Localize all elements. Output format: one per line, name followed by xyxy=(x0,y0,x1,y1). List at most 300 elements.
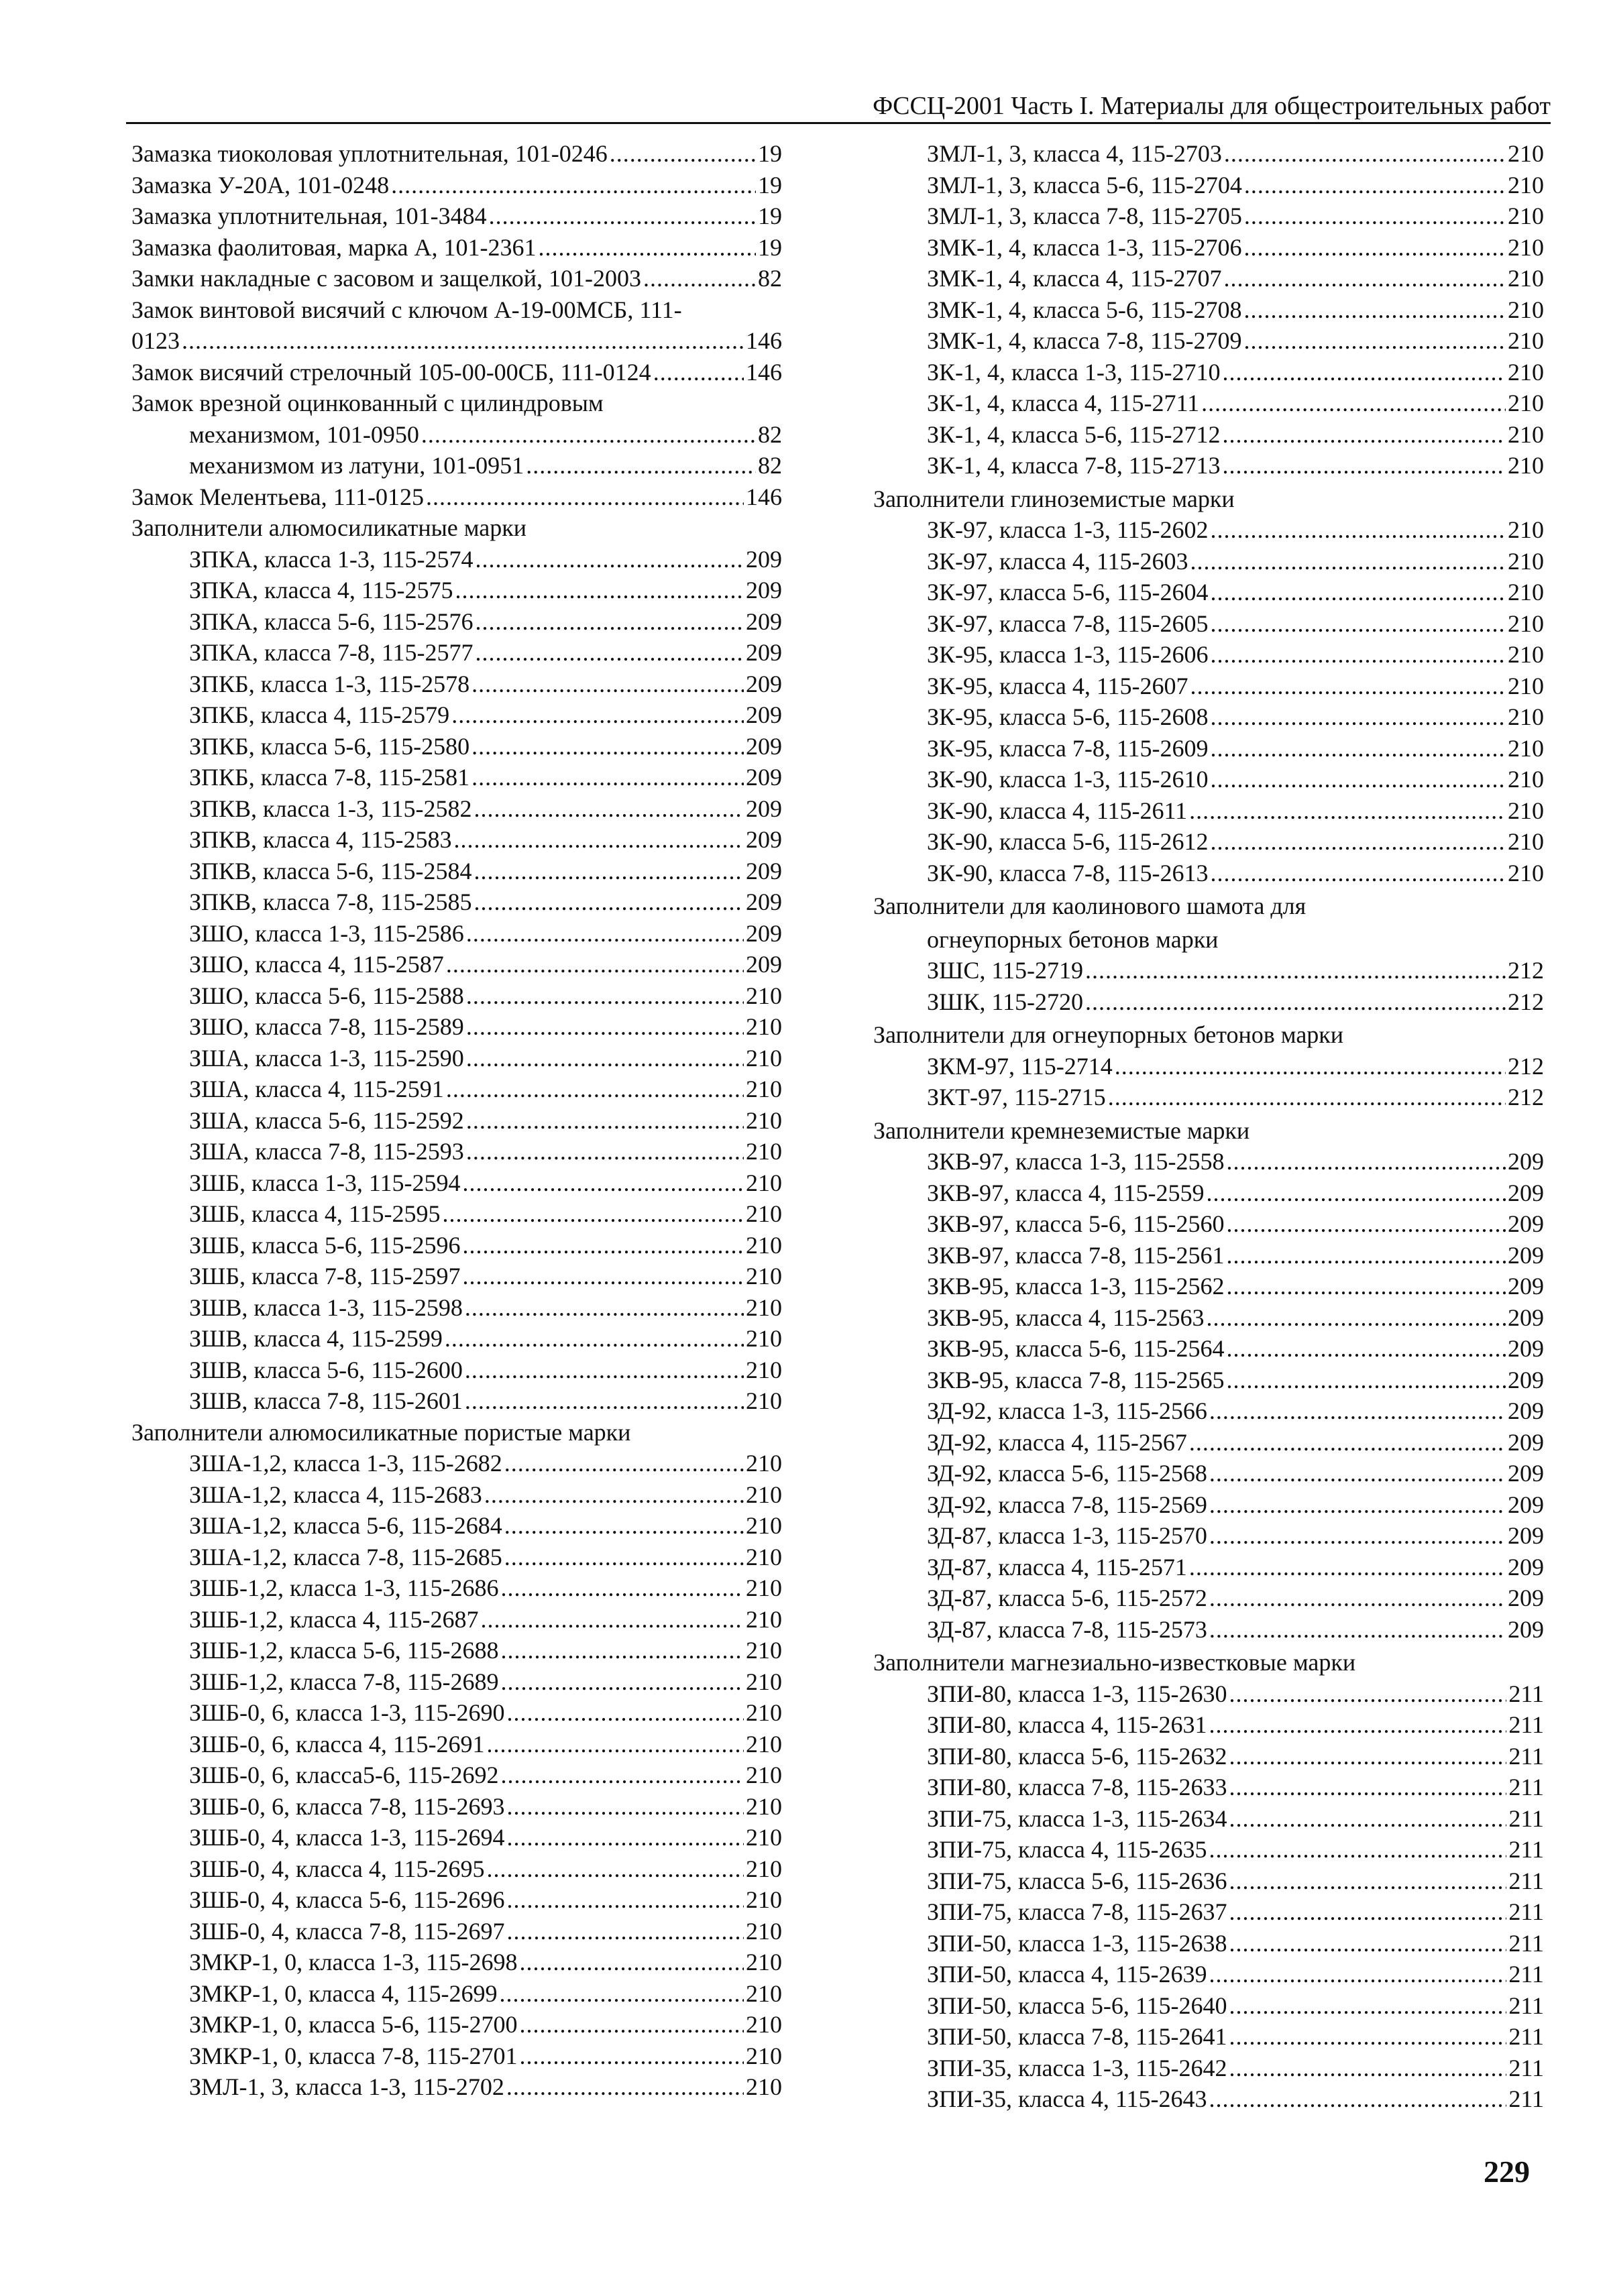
dot-leader xyxy=(520,1947,744,1978)
entry-page: 210 xyxy=(746,1450,782,1477)
dot-leader xyxy=(1209,1834,1506,1866)
entry-page: 209 xyxy=(1508,1366,1544,1393)
entry-text: ЗД-87, класса 7-8, 115-2573 xyxy=(927,1615,1207,1643)
dot-leader xyxy=(454,824,744,856)
entry-text: ЗПКВ, класса 5-6, 115-2584 xyxy=(189,857,472,884)
dot-leader xyxy=(1229,2053,1506,2084)
entry-text: ЗПКА, класса 5-6, 115-2576 xyxy=(189,608,474,635)
index-entry xyxy=(873,263,1544,294)
entry-text: ЗК-90, класса 5-6, 115-2612 xyxy=(927,828,1209,855)
entry-text: ЗКВ-95, класса 1-3, 115-2562 xyxy=(927,1273,1225,1300)
index-heading xyxy=(131,294,782,326)
entry-page: 209 xyxy=(746,577,782,604)
entry-page: 209 xyxy=(1508,1304,1544,1331)
index-entry xyxy=(873,1928,1544,1959)
index-entry xyxy=(873,639,1544,671)
entry-page: 209 xyxy=(1508,1273,1544,1300)
entry-text: ЗШБ-1,2, класса 4, 115-2687 xyxy=(189,1605,479,1633)
entry-text: ЗК-97, класса 5-6, 115-2604 xyxy=(927,579,1209,606)
entry-page: 210 xyxy=(746,2073,782,2100)
dot-leader xyxy=(1210,764,1506,795)
entry-text: ЗК-90, класса 7-8, 115-2613 xyxy=(927,859,1209,886)
index-entry xyxy=(131,450,782,481)
dot-leader xyxy=(643,263,756,294)
index-entry xyxy=(131,1947,782,1978)
entry-text: ЗШБ-1,2, класса 1-3, 115-2686 xyxy=(189,1574,499,1601)
entry-page: 211 xyxy=(1508,1961,1544,1988)
index-entry xyxy=(131,637,782,669)
entry-text: ЗД-87, класса 4, 115-2571 xyxy=(927,1553,1187,1581)
index-entry xyxy=(131,699,782,731)
entry-text: ЗПИ-80, класса 4, 115-2631 xyxy=(927,1711,1207,1738)
index-entry xyxy=(131,1355,782,1386)
entry-text: ЗПКБ, класса 7-8, 115-2581 xyxy=(189,764,470,791)
entry-page: 210 xyxy=(746,1294,782,1321)
dot-leader xyxy=(1229,1741,1506,1772)
entry-page: 209 xyxy=(746,764,782,791)
entry-page: 210 xyxy=(746,1169,782,1196)
index-entry xyxy=(131,1729,782,1760)
entry-text: ЗМКР-1, 0, класса 5-6, 115-2700 xyxy=(189,2011,518,2038)
dot-leader xyxy=(1209,1458,1506,1489)
entry-text: ЗШВ, класса 5-6, 115-2600 xyxy=(189,1356,463,1383)
index-entry xyxy=(131,1261,782,1292)
index-entry xyxy=(131,1479,782,1511)
entry-text: ЗПИ-75, класса 4, 115-2635 xyxy=(927,1836,1207,1863)
entry-page: 211 xyxy=(1508,1774,1544,1800)
entry-page: 210 xyxy=(1508,203,1544,229)
entry-page: 211 xyxy=(1508,1929,1544,1957)
entry-text: ЗШВ, класса 1-3, 115-2598 xyxy=(189,1294,463,1321)
entry-page: 209 xyxy=(746,857,782,884)
index-entry xyxy=(131,1074,782,1105)
entry-text: ЗКВ-97, класса 4, 115-2559 xyxy=(927,1179,1205,1206)
entry-text: ЗКТ-97, 115-2715 xyxy=(927,1084,1106,1110)
index-entry xyxy=(873,1709,1544,1741)
entry-text: ЗПИ-50, класса 1-3, 115-2638 xyxy=(927,1929,1227,1957)
entry-text: ЗШБ-0, 4, класса 1-3, 115-2694 xyxy=(189,1824,505,1851)
entry-text: ЗМКР-1, 0, класса 1-3, 115-2698 xyxy=(189,1949,518,1975)
index-entry xyxy=(873,1208,1544,1240)
index-heading xyxy=(131,512,782,544)
index-heading xyxy=(873,1115,1544,1147)
entry-text: ЗКВ-97, класса 5-6, 115-2560 xyxy=(927,1210,1225,1237)
dot-leader xyxy=(1222,357,1506,388)
index-entry xyxy=(873,577,1544,608)
entry-text: ЗПКВ, класса 1-3, 115-2582 xyxy=(189,795,472,822)
entry-page: 146 xyxy=(746,327,782,354)
index-entry xyxy=(873,388,1544,419)
index-entry xyxy=(873,1146,1544,1178)
entry-text: ЗКВ-95, класса 4, 115-2563 xyxy=(927,1304,1205,1331)
dot-leader xyxy=(462,1230,744,1261)
entry-page: 82 xyxy=(758,452,782,479)
index-entry xyxy=(131,669,782,700)
entry-text: ЗМК-1, 4, класса 4, 115-2707 xyxy=(927,265,1222,292)
dot-leader xyxy=(1244,325,1506,357)
entry-text: ЗПКБ, класса 1-3, 115-2578 xyxy=(189,670,470,697)
dot-leader xyxy=(1209,2083,1506,2115)
entry-page: 211 xyxy=(1508,1867,1544,1894)
entry-page: 210 xyxy=(746,1605,782,1633)
entry-text: ЗПИ-35, класса 1-3, 115-2642 xyxy=(927,2054,1227,2081)
dot-leader xyxy=(506,1822,744,1853)
dot-leader xyxy=(1189,1552,1506,1583)
dot-leader xyxy=(1229,1990,1506,2022)
entry-text: ЗШБ-0, 4, класса 5-6, 115-2696 xyxy=(189,1886,505,1913)
entry-page: 210 xyxy=(746,1481,782,1508)
entry-text: ЗПКА, класса 7-8, 115-2577 xyxy=(189,639,474,666)
entry-text: ЗПИ-80, класса 1-3, 115-2630 xyxy=(927,1680,1227,1707)
entry-text: ЗШБ, класса 1-3, 115-2594 xyxy=(189,1169,461,1196)
dot-leader xyxy=(1222,419,1506,451)
entry-text: ЗПИ-80, класса 7-8, 115-2633 xyxy=(927,1774,1227,1800)
dot-leader xyxy=(474,886,744,918)
dot-leader xyxy=(1209,1520,1506,1552)
entry-text: ЗША, класса 7-8, 115-2593 xyxy=(189,1138,464,1165)
dot-leader xyxy=(1209,1959,1506,1990)
dot-leader xyxy=(1224,263,1506,294)
entry-page: 210 xyxy=(1508,390,1544,416)
dot-leader xyxy=(465,1355,744,1386)
dot-leader xyxy=(1209,1489,1506,1521)
index-entry xyxy=(131,1916,782,1947)
index-entry xyxy=(131,2071,782,2103)
index-entry xyxy=(873,986,1544,1018)
index-entry xyxy=(873,1178,1544,1209)
index-entry xyxy=(873,1240,1544,1271)
index-entry xyxy=(873,1520,1544,1552)
entry-text: ЗШО, класса 7-8, 115-2589 xyxy=(189,1013,464,1040)
dot-leader xyxy=(1207,1178,1506,1209)
index-entry xyxy=(873,1395,1544,1427)
dot-leader xyxy=(1227,1240,1506,1271)
dot-leader xyxy=(471,669,744,700)
index-entry xyxy=(131,1385,782,1417)
entry-page: 209 xyxy=(1508,1428,1544,1456)
index-entry xyxy=(131,1884,782,1916)
entry-text: ЗШВ, класса 4, 115-2599 xyxy=(189,1325,443,1352)
index-entry xyxy=(131,1978,782,2010)
index-entry xyxy=(131,1542,782,1573)
entry-text: ЗПИ-75, класса 5-6, 115-2636 xyxy=(927,1867,1227,1894)
dot-leader xyxy=(520,2041,744,2072)
entry-page: 210 xyxy=(746,1387,782,1414)
entry-text: ЗД-92, класса 4, 115-2567 xyxy=(927,1428,1187,1456)
dot-leader xyxy=(500,1760,744,1791)
index-entry xyxy=(131,263,782,294)
index-entry xyxy=(131,232,782,264)
dot-leader xyxy=(1210,858,1506,889)
entry-page: 209 xyxy=(1508,1179,1544,1206)
entry-page: 211 xyxy=(1508,1742,1544,1770)
entry-text: Замки накладные с засовом и защелкой, 101-2003 xyxy=(131,265,642,292)
index-entry xyxy=(131,419,782,451)
entry-page: 209 xyxy=(746,608,782,635)
index-column-left xyxy=(131,138,782,2103)
index-entry xyxy=(873,357,1544,388)
index-heading xyxy=(131,1417,782,1448)
dot-leader xyxy=(474,856,744,887)
dot-leader xyxy=(500,1635,744,1666)
index-entry xyxy=(131,1230,782,1261)
entry-page: 210 xyxy=(746,1917,782,1945)
page-number: 229 xyxy=(1484,2155,1530,2189)
entry-text: ЗД-92, класса 5-6, 115-2568 xyxy=(927,1460,1207,1487)
entry-text: ЗК-90, класса 4, 115-2611 xyxy=(927,797,1188,824)
index-entry xyxy=(131,1697,782,1729)
index-entry xyxy=(131,1853,782,1885)
index-entry xyxy=(131,731,782,762)
index-entry xyxy=(873,1082,1544,1113)
dot-leader xyxy=(486,1729,744,1760)
dot-leader xyxy=(1229,1772,1506,1803)
entry-text: ЗК-95, класса 5-6, 115-2608 xyxy=(927,703,1209,730)
entry-text: ЗШБ-0, 6, класса 1-3, 115-2690 xyxy=(189,1699,505,1726)
dot-leader xyxy=(466,980,744,1012)
dot-leader xyxy=(1210,577,1506,608)
entry-text: ЗПИ-75, класса 1-3, 115-2634 xyxy=(927,1804,1227,1832)
dot-leader xyxy=(1190,671,1506,702)
dot-leader xyxy=(1207,1302,1506,1334)
index-entry xyxy=(131,949,782,980)
entry-text: ЗПИ-50, класса 5-6, 115-2640 xyxy=(927,1992,1227,2019)
dot-leader xyxy=(1229,1928,1506,1959)
index-entry xyxy=(873,1302,1544,1334)
entry-text: Замок Мелентьева, 111-0125 xyxy=(131,483,424,510)
entry-page: 210 xyxy=(1508,610,1544,637)
entry-text: ЗК-97, класса 1-3, 115-2602 xyxy=(927,516,1209,543)
dot-leader xyxy=(1227,1208,1506,1240)
entry-text: ЗМЛ-1, 3, класса 5-6, 115-2704 xyxy=(927,171,1242,198)
entry-page: 210 xyxy=(746,1979,782,2007)
entry-page: 19 xyxy=(758,203,782,229)
dot-leader xyxy=(476,637,744,669)
entry-text: Замок винтовой висячий с ключом А-19-00МСБ, 111- xyxy=(131,296,682,323)
index-entry xyxy=(131,824,782,856)
entry-page: 210 xyxy=(1508,171,1544,198)
dot-leader xyxy=(446,949,744,980)
index-entry xyxy=(873,1834,1544,1866)
entry-page: 210 xyxy=(1508,327,1544,354)
entry-page: 209 xyxy=(746,826,782,853)
entry-page: 210 xyxy=(1508,547,1544,575)
dot-leader xyxy=(465,1292,744,1324)
index-entry xyxy=(131,856,782,887)
entry-page: 209 xyxy=(746,670,782,697)
index-entry xyxy=(873,294,1544,326)
dot-leader xyxy=(1210,639,1506,671)
entry-text: Заполнители для каолинового шамота для xyxy=(873,893,1307,919)
entry-text: ЗМЛ-1, 3, класса 1-3, 115-2702 xyxy=(189,2073,504,2100)
entry-text: Заполнители магнезиально-известковые марки xyxy=(873,1649,1356,1676)
dot-leader xyxy=(1209,1395,1506,1427)
entry-page: 210 xyxy=(1508,672,1544,699)
entry-text: ЗШО, класса 5-6, 115-2588 xyxy=(189,982,464,1009)
entry-page: 211 xyxy=(1508,1992,1544,2019)
dot-leader xyxy=(1108,1082,1506,1113)
entry-page: 209 xyxy=(746,919,782,947)
index-entry xyxy=(873,1866,1544,1897)
dot-leader xyxy=(466,1011,744,1043)
entry-page: 210 xyxy=(746,1263,782,1289)
index-entry xyxy=(131,606,782,638)
entry-page: 210 xyxy=(1508,452,1544,479)
entry-page: 210 xyxy=(1508,641,1544,668)
dot-leader xyxy=(182,325,744,357)
entry-text: ЗМЛ-1, 3, класса 7-8, 115-2705 xyxy=(927,203,1242,229)
entry-page: 209 xyxy=(1508,1553,1544,1581)
entry-page: 211 xyxy=(1508,2085,1544,2112)
entry-text: ЗПИ-80, класса 5-6, 115-2632 xyxy=(927,1742,1227,1770)
entry-text: ЗШБ, класса 7-8, 115-2597 xyxy=(189,1263,461,1289)
dot-leader xyxy=(484,1479,744,1511)
entry-text: ЗК-97, класса 7-8, 115-2605 xyxy=(927,610,1209,637)
index-entry xyxy=(131,1448,782,1479)
index-entry xyxy=(131,1666,782,1698)
index-entry xyxy=(873,608,1544,640)
dot-leader xyxy=(421,419,756,451)
dot-leader xyxy=(1210,826,1506,858)
entry-text: ЗШБ-1,2, класса 7-8, 115-2689 xyxy=(189,1668,499,1695)
entry-page: 210 xyxy=(746,1730,782,1758)
entry-text: ЗШО, класса 1-3, 115-2586 xyxy=(189,919,464,947)
entry-text: ЗШБ-1,2, класса 5-6, 115-2688 xyxy=(189,1637,499,1664)
entry-page: 211 xyxy=(1508,2023,1544,2050)
index-entry xyxy=(873,955,1544,986)
dot-leader xyxy=(462,1167,744,1199)
dot-leader xyxy=(474,793,744,825)
index-entry xyxy=(873,1051,1544,1082)
entry-page: 210 xyxy=(1508,766,1544,793)
dot-leader xyxy=(506,1697,744,1729)
entry-page: 210 xyxy=(746,1792,782,1820)
entry-page: 210 xyxy=(746,2011,782,2038)
entry-text: ЗКВ-95, класса 5-6, 115-2564 xyxy=(927,1335,1225,1362)
dot-leader xyxy=(471,762,744,793)
entry-page: 209 xyxy=(746,545,782,573)
entry-page: 210 xyxy=(1508,358,1544,386)
entry-text: ЗПКБ, класса 5-6, 115-2580 xyxy=(189,732,470,760)
index-column-right xyxy=(873,138,1544,2115)
dot-leader xyxy=(1115,1051,1506,1082)
index-entry xyxy=(131,200,782,232)
index-entry xyxy=(131,170,782,201)
entry-page: 210 xyxy=(1508,579,1544,606)
dot-leader xyxy=(426,481,744,513)
entry-page: 210 xyxy=(746,1668,782,1695)
entry-page: 210 xyxy=(746,1013,782,1040)
entry-text: ЗШС, 115-2719 xyxy=(927,957,1084,984)
dot-leader xyxy=(1227,1271,1506,1302)
index-entry xyxy=(873,1427,1544,1458)
index-entry xyxy=(131,1323,782,1355)
entry-page: 82 xyxy=(758,265,782,292)
entry-text: ЗД-87, класса 1-3, 115-2570 xyxy=(927,1522,1207,1549)
index-entry xyxy=(873,671,1544,702)
dot-leader xyxy=(1229,1866,1506,1897)
dot-leader xyxy=(466,1136,744,1167)
dot-leader xyxy=(1209,1583,1506,1614)
dot-leader xyxy=(1189,795,1506,827)
dot-leader xyxy=(610,138,756,170)
index-entry xyxy=(131,481,782,513)
index-entry xyxy=(873,1583,1544,1614)
index-entry xyxy=(873,764,1544,795)
index-heading xyxy=(131,388,782,419)
entry-text: ЗКВ-95, класса 7-8, 115-2565 xyxy=(927,1366,1225,1393)
dot-leader xyxy=(466,1043,744,1074)
entry-text: Заполнители кремнеземистые марки xyxy=(873,1116,1250,1144)
entry-text: ЗПКВ, класса 7-8, 115-2585 xyxy=(189,888,472,915)
index-entry xyxy=(873,514,1544,546)
entry-page: 211 xyxy=(1508,1836,1544,1863)
index-entry xyxy=(873,1678,1544,1710)
entry-text: ЗК-1, 4, класса 7-8, 115-2713 xyxy=(927,452,1221,479)
dot-leader xyxy=(471,731,744,762)
index-entry xyxy=(131,1043,782,1074)
dot-leader xyxy=(476,544,744,575)
dot-leader xyxy=(504,1542,744,1573)
index-entry xyxy=(873,1333,1544,1365)
dot-leader xyxy=(1201,388,1506,419)
index-entry xyxy=(873,1489,1544,1521)
index-entry xyxy=(131,544,782,575)
dot-leader xyxy=(466,1105,744,1137)
index-entry xyxy=(873,1990,1544,2022)
entry-page: 211 xyxy=(1508,1898,1544,1925)
dot-leader xyxy=(653,357,744,388)
index-entry xyxy=(131,1292,782,1324)
dot-leader xyxy=(1229,2021,1506,2053)
index-entry xyxy=(131,1167,782,1199)
dot-leader xyxy=(1229,1896,1506,1928)
entry-page: 210 xyxy=(746,1637,782,1664)
running-header xyxy=(126,84,1551,124)
entry-text: ЗПИ-35, класса 4, 115-2643 xyxy=(927,2085,1207,2112)
entry-text: ЗПИ-50, класса 4, 115-2639 xyxy=(927,1961,1207,1988)
entry-page: 210 xyxy=(746,1824,782,1851)
index-entry xyxy=(873,138,1544,170)
dot-leader xyxy=(1210,701,1506,733)
dot-leader xyxy=(1244,232,1506,264)
entry-text: Заполнители для огнеупорных бетонов марки xyxy=(873,1021,1344,1048)
entry-text: ЗША-1,2, класса 7-8, 115-2685 xyxy=(189,1543,502,1570)
entry-page: 209 xyxy=(1508,1522,1544,1549)
index-entry xyxy=(131,1604,782,1635)
index-entry xyxy=(131,2009,782,2041)
entry-text: механизмом из латуни, 101-0951 xyxy=(189,452,524,479)
entry-page: 209 xyxy=(746,951,782,978)
entry-page: 209 xyxy=(1508,1397,1544,1424)
entry-text: ЗША, класса 1-3, 115-2590 xyxy=(189,1044,464,1072)
entry-text: ЗШВ, класса 7-8, 115-2601 xyxy=(189,1387,463,1414)
dot-leader xyxy=(391,170,756,201)
entry-page: 210 xyxy=(746,1231,782,1259)
entry-text: ЗШБ, класса 4, 115-2595 xyxy=(189,1200,441,1227)
entry-text: Замок висячий стрелочный 105-00-00СБ, 111-0124 xyxy=(131,358,651,386)
index-entry xyxy=(873,1896,1544,1928)
index-entry xyxy=(131,762,782,793)
index-entry xyxy=(131,357,782,388)
index-heading xyxy=(873,483,1544,515)
entry-text: ЗК-95, класса 7-8, 115-2609 xyxy=(927,734,1209,762)
entry-text: ЗМК-1, 4, класса 7-8, 115-2709 xyxy=(927,327,1242,354)
index-entry xyxy=(873,795,1544,827)
entry-text: Замазка тиоколовая уплотнительная, 101-0246 xyxy=(131,140,608,167)
index-entry xyxy=(873,2053,1544,2084)
entry-page: 210 xyxy=(746,1855,782,1882)
